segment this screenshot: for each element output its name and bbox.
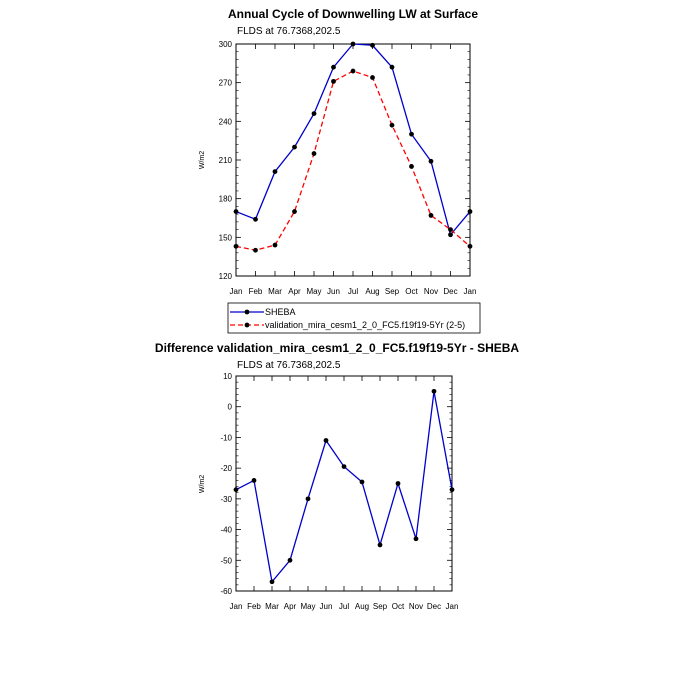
x-tick-label: Jan (445, 602, 459, 611)
y-tick-label: -30 (220, 494, 232, 504)
y-tick-label: 210 (218, 156, 232, 165)
annual-cycle-chart (199, 7, 480, 333)
x-tick-label: Nov (408, 602, 424, 611)
series-line-1 (236, 391, 452, 581)
chart-1-y-axis-label: W/m2 (199, 150, 206, 170)
y-tick-label: 300 (218, 40, 232, 49)
data-point (312, 111, 317, 116)
data-point (253, 217, 258, 222)
data-point (448, 232, 453, 237)
legend-label-sheba: SHEBA (265, 307, 296, 317)
y-tick-label: 150 (218, 233, 232, 243)
data-point (331, 79, 336, 84)
y-tick-label: 0 (227, 402, 232, 412)
data-point (324, 438, 329, 443)
data-point (273, 243, 278, 248)
chart-2-title: Difference validation_mira_cesm1_2_0_FC5.f19f19-5Yr - SHEBA (154, 341, 520, 355)
data-point (409, 132, 414, 137)
x-tick-label: Oct (391, 602, 405, 611)
data-point (390, 123, 395, 128)
x-tick-label: Dec (443, 287, 458, 296)
data-point (312, 151, 317, 156)
chart-2-series (234, 389, 455, 584)
x-tick-label: Sep (384, 287, 400, 296)
data-point (234, 244, 239, 249)
data-point (450, 487, 455, 492)
data-point (252, 478, 257, 483)
data-point (360, 480, 365, 485)
x-tick-label: Dec (426, 602, 442, 611)
y-tick-label: -40 (220, 525, 232, 535)
x-tick-label: Apr (288, 287, 301, 296)
legend-label-model: validation_mira_cesm1_2_0_FC5.f19f19-5Yr (2-5) (265, 320, 466, 330)
x-tick-label: Sep (372, 602, 388, 611)
y-tick-label: 120 (218, 272, 232, 281)
y-tick-label: 180 (218, 194, 232, 204)
data-point (273, 169, 278, 174)
x-tick-label: Jul (338, 602, 350, 611)
x-tick-label: Jan (229, 602, 243, 611)
chart-2-subtitle: FLDS at 76.7368,202.5 (237, 360, 341, 371)
x-tick-label: Mar (268, 287, 282, 296)
x-tick-label: Aug (365, 287, 380, 296)
data-point (351, 42, 356, 47)
data-point (234, 487, 239, 492)
y-tick-label: -20 (220, 464, 232, 474)
x-tick-label: Oct (405, 287, 418, 296)
chart-1-x-axis (230, 44, 477, 296)
data-point (409, 164, 414, 169)
x-tick-label: May (300, 602, 316, 611)
data-point (351, 69, 356, 74)
data-point (342, 464, 347, 469)
y-tick-label: 270 (218, 78, 232, 88)
chart-2-x-axis (227, 376, 459, 611)
data-point (253, 248, 258, 253)
y-tick-label: 10 (223, 372, 232, 381)
x-tick-label: Apr (283, 602, 297, 611)
difference-chart (155, 341, 520, 611)
data-point (292, 209, 297, 214)
y-tick-label: -50 (220, 556, 232, 566)
x-tick-label: Feb (247, 602, 261, 611)
data-point (468, 244, 473, 249)
chart-1-plot-frame (236, 44, 470, 276)
x-tick-label: Aug (354, 602, 370, 611)
data-point (306, 496, 311, 501)
y-tick-label: 240 (218, 117, 232, 127)
data-point (429, 159, 434, 164)
data-point (378, 543, 383, 548)
x-tick-label: Mar (265, 602, 279, 611)
y-tick-label: -60 (220, 587, 232, 596)
chart-1-legend (228, 303, 480, 333)
chart-2-y-axis-label: W/m2 (199, 474, 206, 494)
chart-1-subtitle: FLDS at 76.7368,202.5 (237, 26, 341, 37)
legend-marker-sheba (245, 310, 250, 315)
x-tick-label: Jun (319, 602, 333, 611)
data-point (292, 145, 297, 150)
series-line-2 (236, 71, 470, 250)
data-point (288, 558, 293, 563)
data-point (331, 65, 336, 70)
x-tick-label: Feb (248, 287, 263, 296)
x-tick-label: Nov (423, 287, 439, 296)
x-tick-label: Jan (463, 287, 477, 296)
y-tick-label: -10 (220, 433, 232, 443)
x-tick-label: Jul (347, 287, 359, 296)
data-point (270, 579, 275, 584)
data-point (370, 43, 375, 48)
data-point (448, 227, 453, 232)
data-point (390, 65, 395, 70)
chart-1-series (234, 42, 473, 253)
data-point (396, 481, 401, 486)
x-tick-label: Jun (327, 287, 340, 296)
data-point (429, 213, 434, 218)
data-point (414, 536, 419, 541)
data-point (370, 75, 375, 80)
chart-1-title: Annual Cycle of Downwelling LW at Surface (227, 7, 479, 21)
data-point (234, 209, 239, 214)
data-point (468, 209, 473, 214)
legend-marker-model (245, 323, 250, 328)
x-tick-label: Jan (229, 287, 243, 296)
x-tick-label: May (306, 287, 322, 296)
data-point (432, 389, 437, 394)
